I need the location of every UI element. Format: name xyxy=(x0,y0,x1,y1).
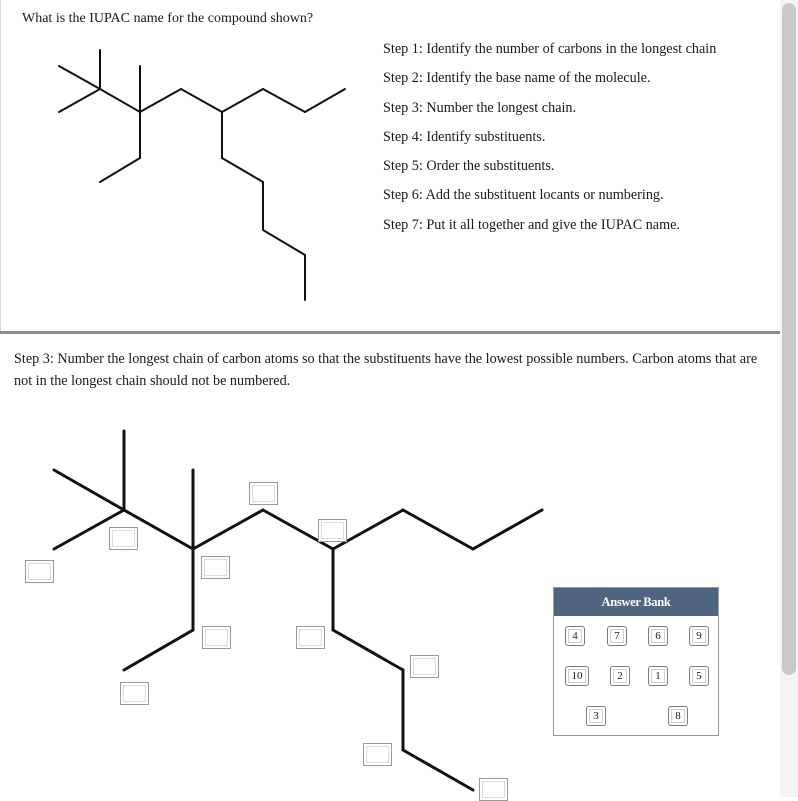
locant-drop-target[interactable] xyxy=(318,519,347,542)
question-text: What is the IUPAC name for the compound shown? xyxy=(22,11,314,26)
answer-chip[interactable]: 2 xyxy=(610,666,630,686)
step-7: Step 7: Put it all together and give the IUPAC name. xyxy=(383,216,680,233)
locant-drop-target[interactable] xyxy=(363,743,392,766)
locant-drop-target[interactable] xyxy=(109,527,138,550)
step-6: Step 6: Add the substituent locants or numbering. xyxy=(383,187,664,204)
answer-bank xyxy=(553,587,719,736)
step-3-instruction: Step 3: Number the longest chain of carbon atoms so that the substituents have the lowest possible numbers. Carbon atoms that are not in the longest chain should not be numbered. xyxy=(14,351,758,389)
step-5: Step 5: Order the substituents. xyxy=(383,158,555,175)
locant-drop-target[interactable] xyxy=(296,626,325,649)
locant-drop-target[interactable] xyxy=(25,560,54,583)
step-1: Step 1: Identify the number of carbons in the longest chain xyxy=(383,41,717,57)
locant-drop-target[interactable] xyxy=(249,482,278,505)
step-4: Step 4: Identify substituents. xyxy=(383,128,546,145)
answer-chip[interactable]: 3 xyxy=(586,706,606,726)
answer-chip[interactable]: 7 xyxy=(607,626,627,646)
answer-chip[interactable]: 8 xyxy=(668,706,688,726)
locant-drop-target[interactable] xyxy=(410,655,439,678)
locant-drop-target[interactable] xyxy=(479,778,508,801)
scrollbar-thumb[interactable] xyxy=(782,3,796,675)
step-2: Step 2: Identify the base name of the molecule. xyxy=(383,70,651,87)
locant-drop-target[interactable] xyxy=(201,556,230,579)
answer-chip[interactable]: 9 xyxy=(689,626,709,646)
answer-bank-title: Answer Bank xyxy=(554,588,718,616)
answer-chip[interactable]: 6 xyxy=(648,626,668,646)
step-3: Step 3: Number the longest chain. xyxy=(383,99,577,116)
answer-chip[interactable]: 1 xyxy=(648,666,668,686)
answer-chip[interactable]: 10 xyxy=(565,666,589,686)
locant-drop-target[interactable] xyxy=(120,682,149,705)
answer-chip[interactable]: 4 xyxy=(565,626,585,646)
answer-chip[interactable]: 5 xyxy=(689,666,709,686)
locant-drop-target[interactable] xyxy=(202,626,231,649)
